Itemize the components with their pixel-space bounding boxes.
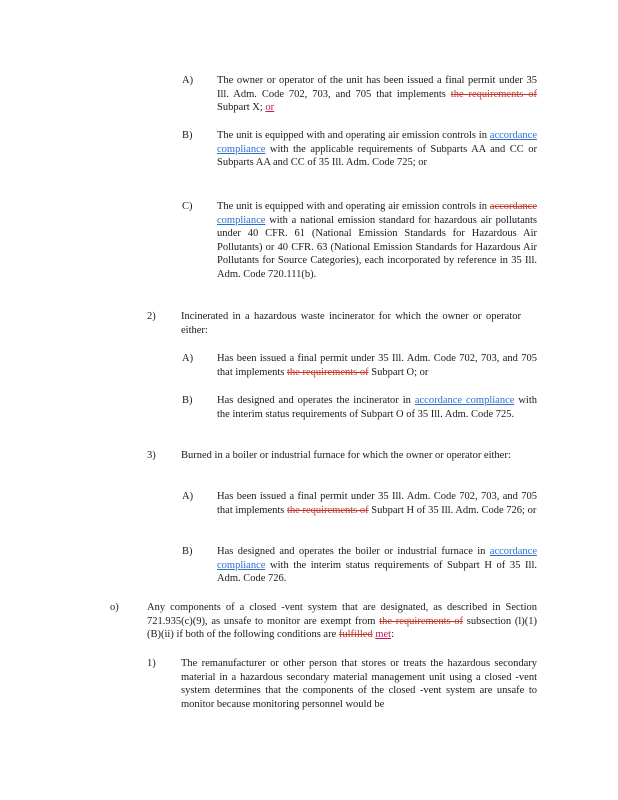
body-text: with the interim status requirements of Subpart H of 35 Ill. Adm. Code 726.: [217, 559, 537, 585]
item-label: 1): [147, 658, 156, 669]
body-text: Has been issued a final permit under 35 Ill. Adm. Code 702, 703, and 705 that implements: [217, 491, 537, 516]
inserted-text: accordance compliance: [217, 130, 537, 155]
body-text: Has been issued a final permit under 35 Ill. Adm. Code 702, 703, and 705 that implements: [217, 353, 537, 378]
item-label: B): [182, 130, 193, 141]
inserted-text: met: [375, 629, 392, 641]
body-text: subsection (l)(1)(B)(ii) if both of the following conditions are: [147, 615, 538, 641]
item-label: B): [182, 546, 193, 557]
deleted-text: the requirements of: [287, 504, 369, 516]
body-text: Incinerated in a hazardous waste incinerator for which the owner or operator either:: [181, 311, 521, 336]
item-text: [217, 352, 537, 379]
body-text: The unit is equipped with and operating air emission controls in: [217, 130, 490, 141]
item-text: [147, 601, 537, 642]
inserted-text: compliance: [217, 214, 266, 226]
item-label: o): [110, 602, 119, 613]
item-label: A): [182, 353, 194, 364]
inserted-text: accordance compliance: [217, 546, 537, 571]
item-text: [217, 74, 537, 115]
item-label: 2): [147, 311, 156, 322]
deleted-text: accordance: [489, 201, 537, 212]
body-text: Has designed and operates the incinerator in: [217, 395, 415, 406]
item-text: [181, 657, 537, 711]
body-text: with the interim status requirements of Subpart O of 35 Ill. Adm. Code 725.: [217, 395, 537, 420]
item-label: 3): [147, 450, 156, 461]
item-label: A): [182, 491, 194, 502]
item-text: [217, 200, 537, 282]
deleted-text: the requirements of: [287, 366, 369, 378]
body-text: The remanufacturer or other person that stores or treats the hazardous secondary material in a hazardous secondary material management unit using a closed -vent system determines that the components of the closed -vent system are unsafe to monitor because monitoring personnel would be: [181, 658, 537, 710]
deleted-text: fulfilled: [338, 629, 373, 641]
item-text: [217, 394, 537, 421]
deleted-text: the requirements of: [379, 615, 464, 627]
item-label: C): [182, 201, 193, 212]
item-text: [181, 449, 521, 463]
item-text: [217, 490, 537, 517]
body-text: Subpart H of 35 Ill. Adm. Code 726; or: [368, 504, 537, 516]
body-text: The unit is equipped with and operating air emission controls in: [217, 201, 490, 212]
deleted-text: the requirements of: [450, 88, 537, 100]
item-label: B): [182, 395, 193, 406]
body-text: Has designed and operates the boiler or industrial furnace in: [217, 546, 490, 557]
inserted-text: accordance compliance: [414, 395, 515, 406]
item-text: [181, 310, 521, 337]
item-text: [217, 129, 537, 170]
body-text: Burned in a boiler or industrial furnace for which the owner or operator either:: [181, 450, 511, 461]
body-text: with the applicable requirements of Subparts AA and CC or Subparts AA and CC of 35 Ill. Adm. Code 725; or: [217, 143, 537, 169]
body-text: :: [391, 629, 395, 641]
body-text: Subpart O; or: [368, 366, 429, 378]
body-text: with a national emission standard for hazardous air pollutants under 40 CFR. 61 (National Emission Standards for Hazardous Air Pollutants) or 40 CFR. 63 (National Emission Standards for Hazardous Air Pollutants for Source Categories), each incorporated by reference in 35 Ill. Adm. Code 720.111(b).: [217, 214, 537, 280]
body-text: Subpart X;: [217, 102, 266, 114]
item-label: A): [182, 75, 194, 86]
item-text: [217, 545, 537, 586]
body-text: Any components of a closed -vent system that are designated, as described in Section 721.935(c)(9), as unsafe to monitor are exempt from: [147, 602, 537, 627]
inserted-text: or: [265, 102, 275, 114]
body-text: The owner or operator of the unit has been issued a final permit under 35 Ill. Adm. Code 702, 703, and 705 that implements: [217, 75, 537, 100]
